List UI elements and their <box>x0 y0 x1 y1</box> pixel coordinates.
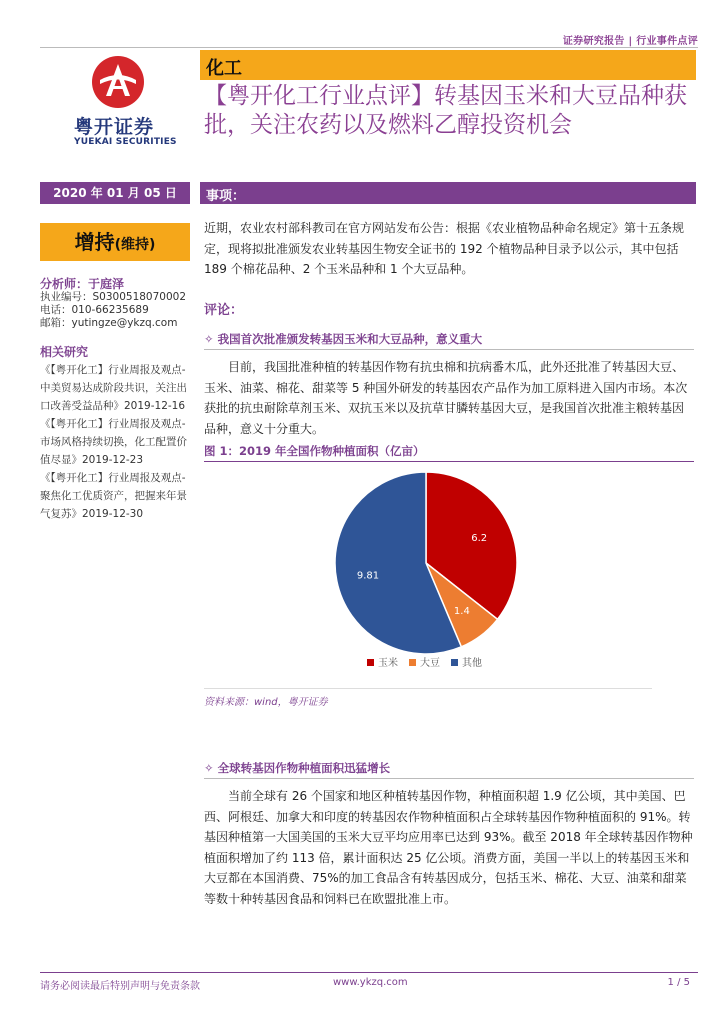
sector-label: 化工 <box>206 58 242 79</box>
legend-label-soybean: 大豆 <box>420 658 440 669</box>
figure-title: 图 1：2019 年全国作物种植面积（亿亩） <box>204 444 425 458</box>
related-heading: 相关研究 <box>40 345 89 359</box>
company-logo <box>74 56 177 151</box>
comment-heading: 评论： <box>204 303 244 318</box>
legend-swatch-soybean <box>409 659 416 666</box>
logo-text-en: YUEKAI SECURITIES <box>74 137 177 147</box>
analyst-license: 执业编号：S0300518070002 <box>40 291 187 303</box>
related-item[interactable]: 《【粤开化工】行业周报及观点-市场风格持续切换，化工配置价值尽显》2019-12-23 <box>40 418 187 466</box>
logo-emblem-icon <box>92 56 144 108</box>
footer-site-link[interactable]: www.ykzq.com <box>333 977 408 988</box>
report-date: 2020 年 01 月 05 日 <box>40 182 190 204</box>
footer-divider <box>40 972 698 973</box>
report-type-tag: 证券研究报告 | 行业事件点评 <box>562 36 698 47</box>
section2-divider <box>204 778 694 779</box>
legend-item-corn <box>367 656 398 669</box>
legend-item-other <box>451 656 482 669</box>
sector-bar <box>200 50 696 80</box>
section1-paragraph: 目前，我国批准种植的转基因作物有抗虫棉和抗病番木瓜，此外还批准了转基因大豆、玉米、油菜、棉花、甜菜等 5 种国外研发的转基因农产品作为加工原料进入国内市场。本次获批的抗虫耐除草剂玉米、双抗玉米以及抗草甘膦转基因大豆，是我国首次批准主粮转基因品种，意义十分重大。 <box>204 360 688 436</box>
legend-label-corn: 玉米 <box>378 658 398 669</box>
legend-swatch-corn <box>367 659 374 666</box>
logo-text-cn: 粤开证券 <box>74 116 155 138</box>
report-title: 【粤开化工行业点评】转基因玉米和大豆品种获批，关注农药以及燃料乙醇投资机会 <box>204 83 687 138</box>
top-divider <box>40 47 698 48</box>
analyst-heading: 分析师：于庭泽 <box>40 277 125 291</box>
section2-heading: ✧ 全球转基因作物种植面积迅猛增长 <box>204 761 391 775</box>
analyst-email[interactable]: 邮箱：yutingze@ykzq.com <box>40 317 178 329</box>
event-bar <box>200 182 696 204</box>
legend-label-other: 其他 <box>462 658 482 669</box>
pie-chart <box>204 465 694 687</box>
legend-swatch-other <box>451 659 458 666</box>
legend-item-soybean <box>409 656 440 669</box>
chart-bottom-divider <box>204 688 652 689</box>
rating-sub: (维持) <box>114 237 156 253</box>
event-paragraph: 近期，农业农村部科教司在官方网站发布公告：根据《农业植物品种命名规定》第十五条规定，现将拟批准颁发农业转基因生物安全证书的 192 个植物品种目录予以公示，其中包括 189 个棉花品种、2 个玉米品种和 1 个大豆品种。 <box>204 221 685 276</box>
event-label: 事项： <box>206 189 246 204</box>
analyst-phone: 电话：010-66235689 <box>40 304 149 316</box>
footer-page-number: 1 / 5 <box>667 977 690 988</box>
pie-data-label-corn: 6.2 <box>471 533 488 545</box>
section2-paragraph: 当前全球有 26 个国家和地区种植转基因作物，种植面积超 1.9 亿公顷，其中美国、巴西、阿根廷、加拿大和印度的转基因农作物种植面积占全球转基因作物种植面积的 91%。转基因种植第一大国美国的玉米大豆平均应用率已达到 93%。截至 2018 年全球转基因作物种植面积增加了约 113 倍，累计面积达 25 亿公顷。消费方面，美国一半以上的转基因玉米和大豆都在本国消费、75%的加工食品含有转基因成分，包括玉米、棉花、大豆、油菜和甜菜等数十种转基因食品和饲料已在欧盟批准上市。 <box>204 789 693 906</box>
section1-divider <box>204 349 694 350</box>
analyst-info <box>40 291 200 330</box>
pie-data-label-other: 9.81 <box>356 570 380 582</box>
footer-disclaimer[interactable]: 请务必阅读最后特别声明与免责条款 <box>40 981 200 992</box>
rating-badge <box>40 223 190 261</box>
figure-divider <box>204 461 694 462</box>
related-item[interactable]: 《【粤开化工】行业周报及观点-聚焦化工优质资产，把握来年景气复苏》2019-12-30 <box>40 472 187 520</box>
related-item[interactable]: 《【粤开化工】行业周报及观点-中美贸易达成阶段共识，关注出口改善受益品种》2019-12-16 <box>40 364 187 412</box>
pie-data-label-soybean: 1.4 <box>453 606 470 618</box>
related-list <box>40 361 196 523</box>
figure-source: 资料来源：wind，粤开证券 <box>204 697 328 708</box>
rating-main: 增持 <box>74 230 115 254</box>
section1-heading: ✧ 我国首次批准颁发转基因玉米和大豆品种，意义重大 <box>204 332 483 346</box>
